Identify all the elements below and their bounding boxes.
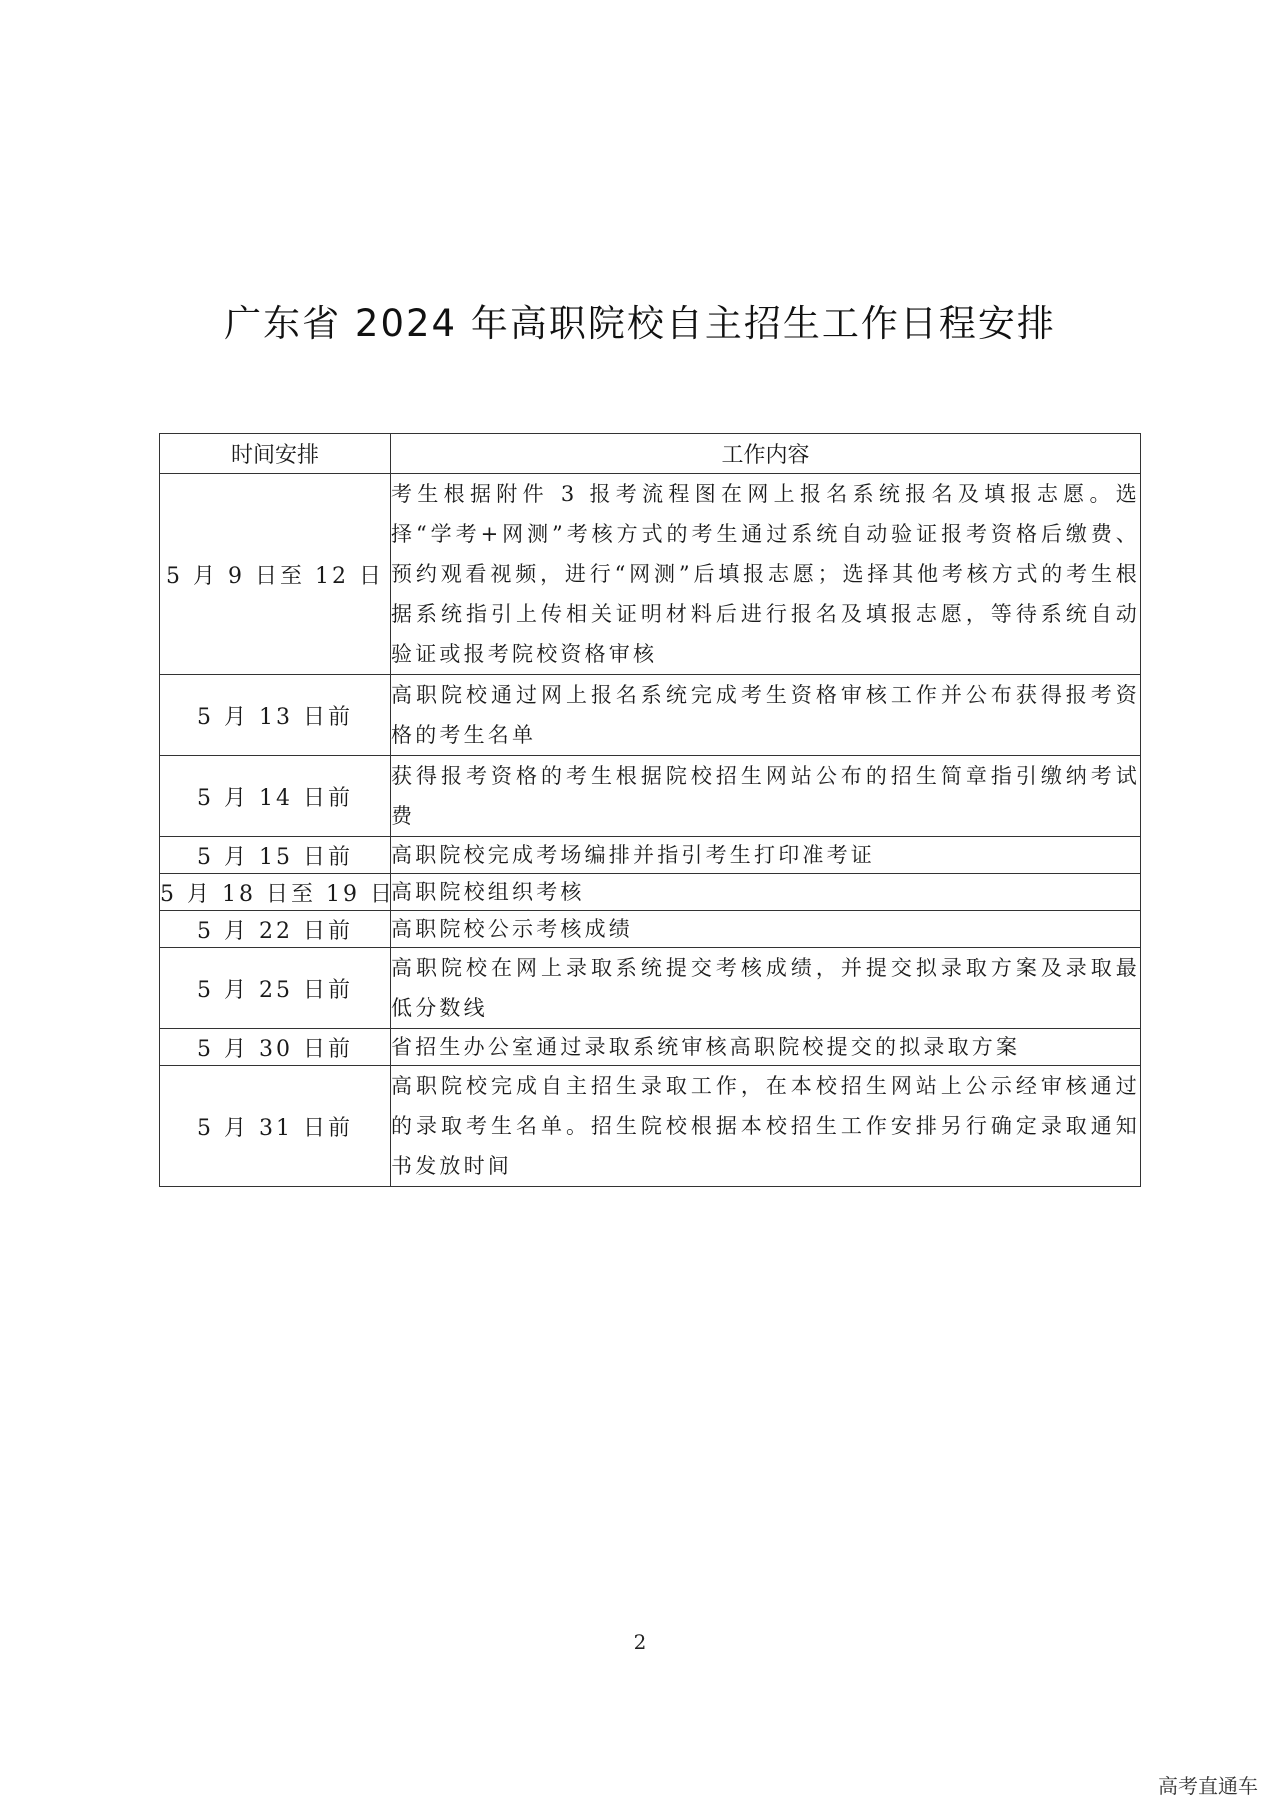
- table-header-row: [160, 434, 1141, 474]
- row-content: 高职院校公示考核成绩: [391, 911, 1141, 948]
- table-row: [160, 1029, 1141, 1066]
- row-content: 高职院校通过网上报名系统完成考生资格审核工作并公布获得报考资格的考生名单: [391, 675, 1141, 756]
- row-time: 5 月 18 日至 19 日: [160, 874, 391, 911]
- watermark-text: 高考直通车: [1158, 1774, 1258, 1798]
- row-time: 5 月 25 日前: [160, 948, 391, 1029]
- document-title: 广东省 2024 年高职院校自主招生工作日程安排: [224, 302, 1056, 345]
- row-content: 省招生办公室通过录取系统审核高职院校提交的拟录取方案: [391, 1029, 1141, 1066]
- header-time: 时间安排: [160, 434, 391, 474]
- row-content: 获得报考资格的考生根据院校招生网站公布的招生简章指引缴纳考试费: [391, 756, 1141, 837]
- row-time: 5 月 30 日前: [160, 1029, 391, 1066]
- row-content: 高职院校完成考场编排并指引考生打印准考证: [391, 837, 1141, 874]
- row-time: 5 月 14 日前: [160, 756, 391, 837]
- row-time: 5 月 15 日前: [160, 837, 391, 874]
- row-time: 5 月 31 日前: [160, 1066, 391, 1187]
- row-content: 高职院校完成自主招生录取工作，在本校招生网站上公示经审核通过的录取考生名单。招生院校根据本校招生工作安排另行确定录取通知书发放时间: [391, 1066, 1141, 1187]
- table-row: [160, 948, 1141, 1029]
- row-content: 高职院校组织考核: [391, 874, 1141, 911]
- table-row: [160, 1066, 1141, 1187]
- header-content: 工作内容: [391, 434, 1141, 474]
- table-row: [160, 474, 1141, 675]
- row-content: 考生根据附件 3 报考流程图在网上报名系统报名及填报志愿。选择“学考+网测”考核方式的考生通过系统自动验证报考资格后缴费、预约观看视频，进行“网测”后填报志愿；选择其他考核方式的考生根据系统指引上传相关证明材料后进行报名及填报志愿，等待系统自动验证或报考院校资格审核: [391, 474, 1141, 675]
- page-number: 2: [633, 1630, 647, 1654]
- table-row: [160, 675, 1141, 756]
- row-content: 高职院校在网上录取系统提交考核成绩，并提交拟录取方案及录取最低分数线: [391, 948, 1141, 1029]
- row-time: 5 月 13 日前: [160, 675, 391, 756]
- table-row: [160, 874, 1141, 911]
- schedule-table: [159, 433, 1141, 1187]
- row-time: 5 月 22 日前: [160, 911, 391, 948]
- row-time: 5 月 9 日至 12 日: [160, 474, 391, 675]
- table-row: [160, 756, 1141, 837]
- table-row: [160, 837, 1141, 874]
- table-row: [160, 911, 1141, 948]
